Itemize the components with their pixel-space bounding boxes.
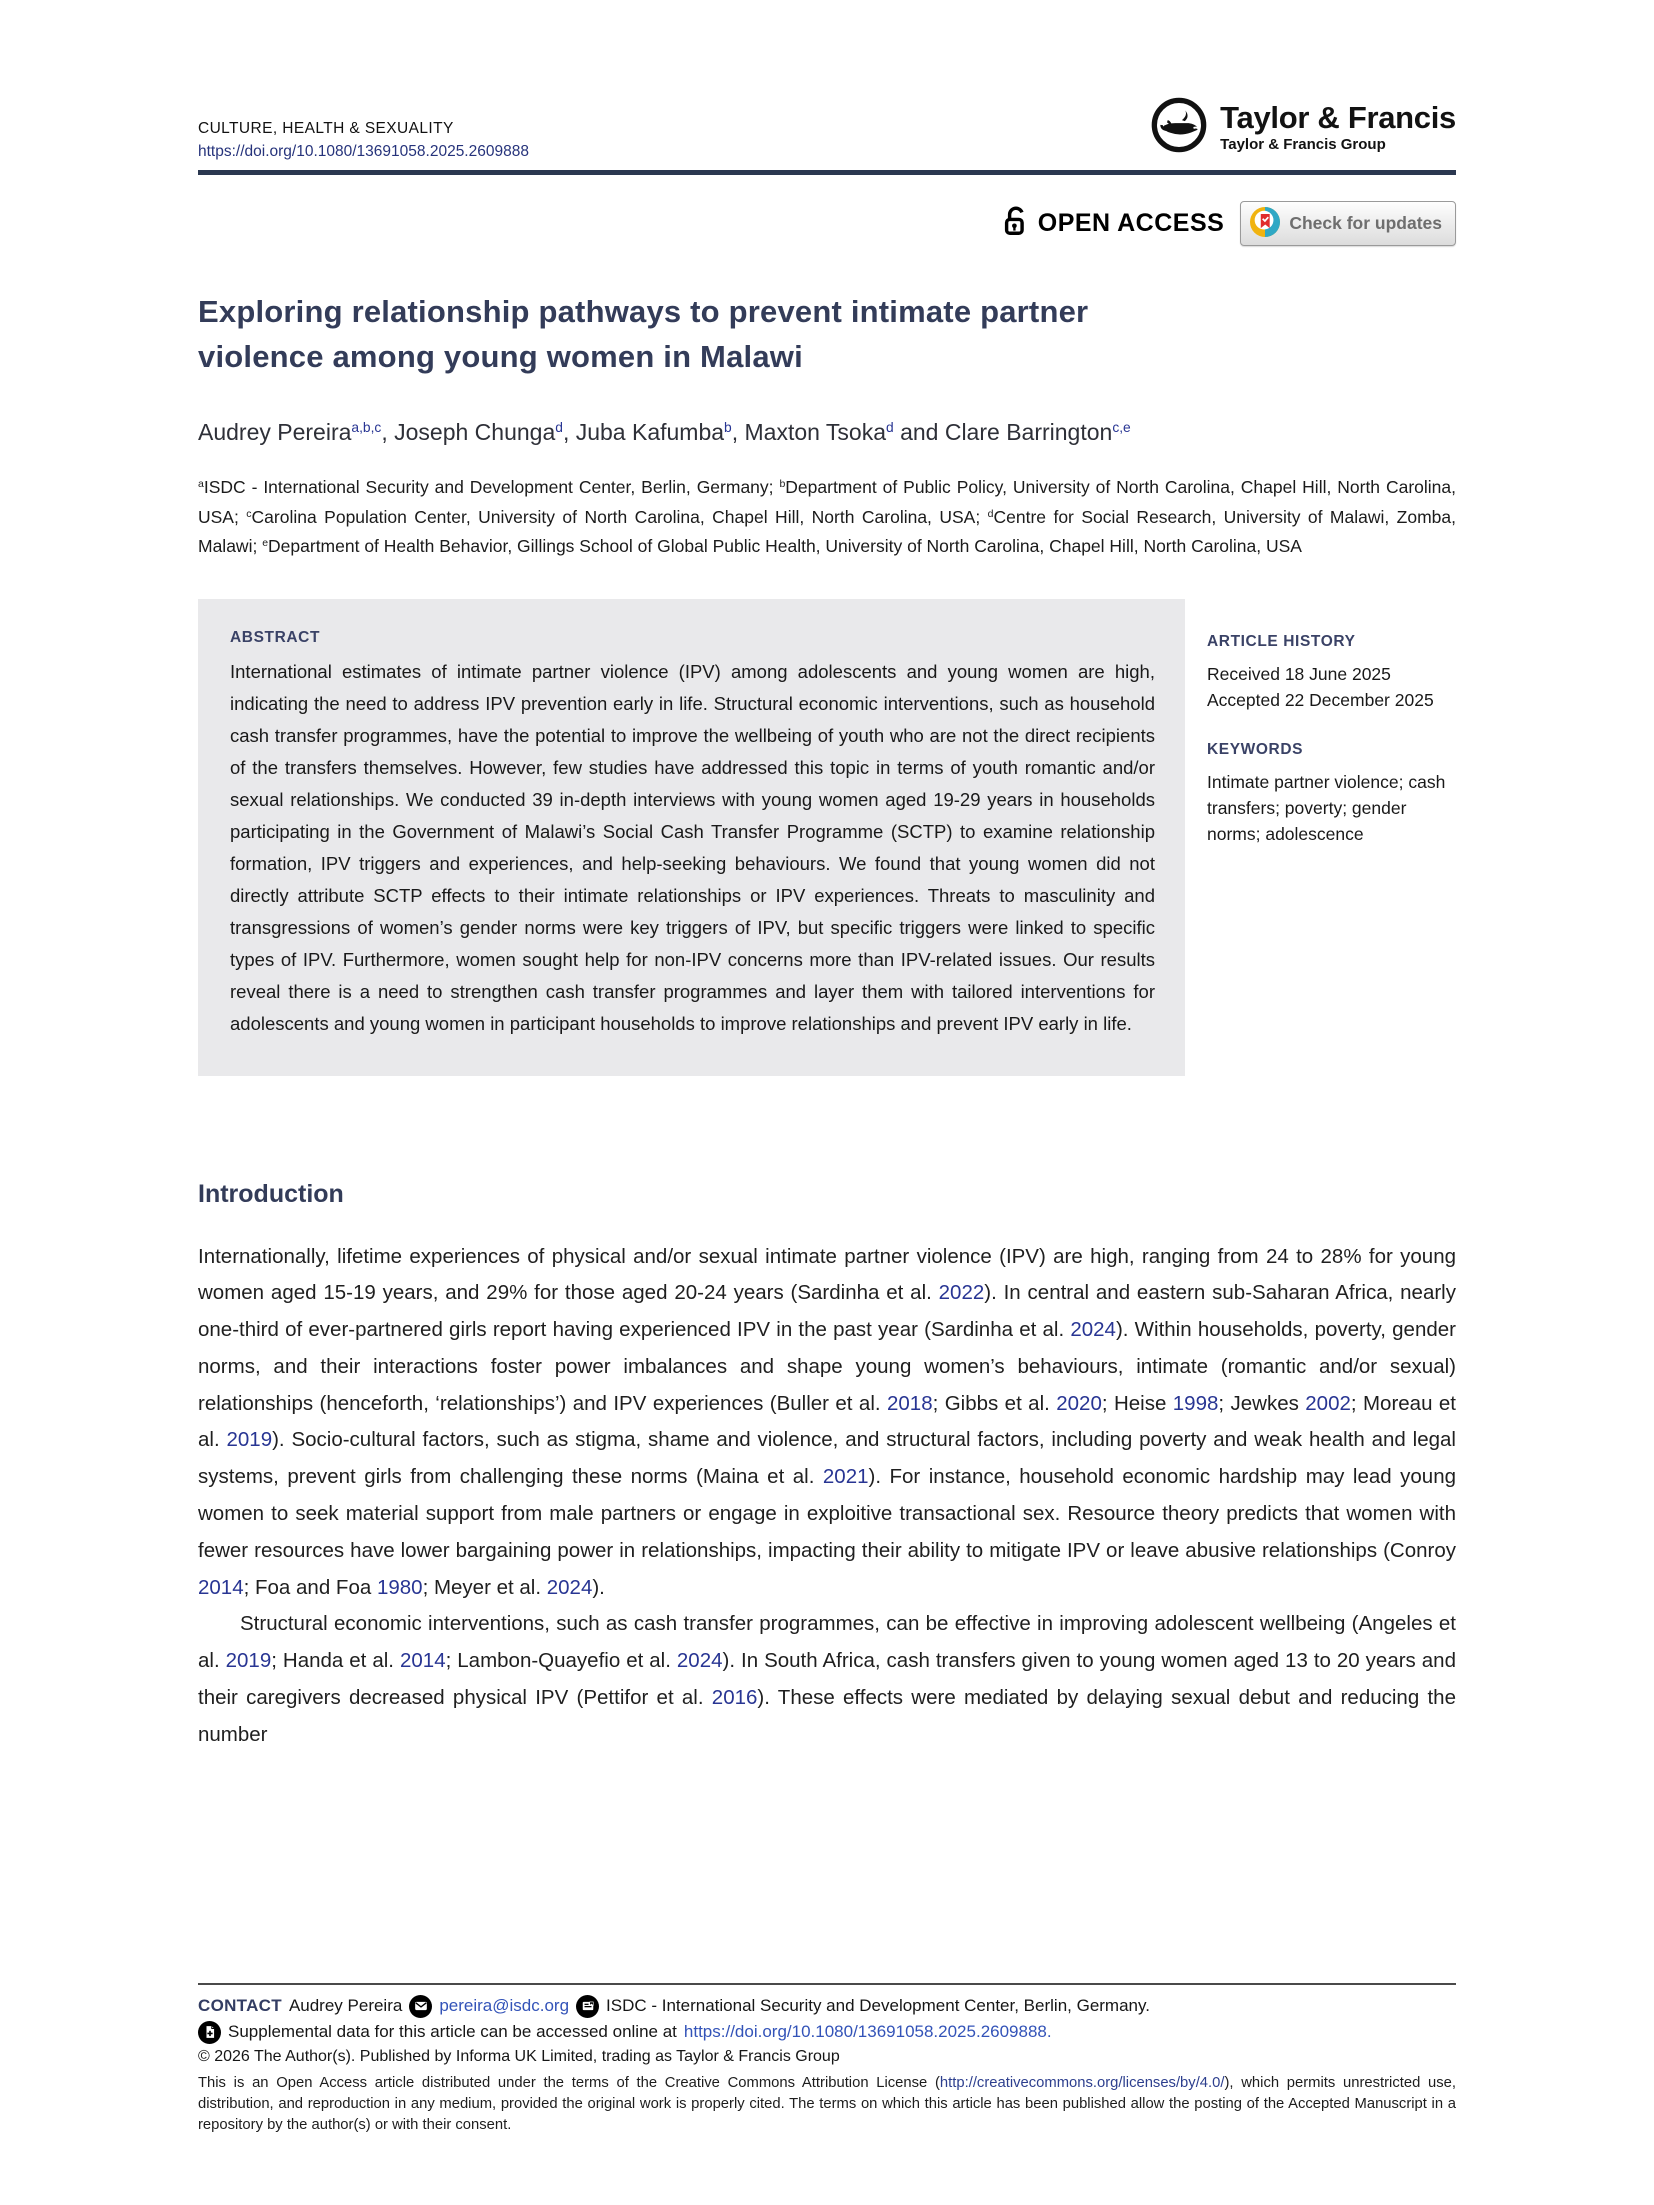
taylor-francis-lamp-icon [1150,96,1208,159]
citation-link[interactable]: 2014 [198,1575,244,1599]
affiliation-superscript: e [262,537,269,550]
contact-address: ISDC - International Security and Development Center, Berlin, Germany. [606,1996,1150,2015]
citation-link[interactable]: 2024 [1070,1318,1116,1342]
citation-link[interactable]: 2022 [938,1281,985,1305]
intro-paragraph-2 [198,1606,1456,1753]
header-rule [198,170,1456,175]
open-lock-icon [1003,205,1029,242]
affiliation: Carolina Population Center, University of North Carolina, Chapel Hill, North Carolina, USA; [251,506,988,527]
affiliation: Department of Health Behavior, Gillings School of Global Public Health, University of North Carolina, Chapel Hill, North Carolina, USA [268,536,1302,556]
text-run: ; Meyer et al. [422,1575,547,1599]
license-paragraph [198,2073,1456,2135]
received-date: Received 18 June 2025 [1207,663,1391,684]
supplemental-text: Supplemental data for this article can be accessed online at [228,2022,677,2041]
supplemental-line [198,2020,1456,2044]
introduction-heading: Introduction [198,1179,344,1208]
author-name: , Joseph Chunga [381,419,556,445]
affiliation: Department of Public Policy, University of North Carolina, Chapel Hill, North Carolina, USA; [198,477,1456,527]
author-name: , Maxton Tsoka [731,419,886,445]
keywords-label: KEYWORDS [1207,740,1304,758]
text-run: ). For instance, household economic hardship may lead young women to seek material support from male partners or engage in exploitive transactional sex. Resource theory predicts that women with fewer resources have lower bargaining power in relationships, impacting their ability to mitigate IPV or leave abusive relationships (Conroy [198,1465,1456,1562]
text-run: ; Gibbs et al. [932,1391,1057,1415]
affiliation-superscript: a [198,478,204,491]
author-affiliation-superscript[interactable]: b [724,420,732,436]
affiliation-superscript: c [246,507,252,520]
article-history-label: ARTICLE HISTORY [1207,632,1356,650]
text-run: Internationally, lifetime experiences of physical and/or sexual intimate partner violence (IPV) are high, ranging from 24 to 28% for young women aged 15-19 years, and 29% for those aged 20-24 years (Sardinha et al. [198,1244,1456,1305]
crossmark-icon [1250,207,1280,240]
text-run: Structural economic interventions, such as cash transfer programmes, can be effective in improving adolescent wellbeing (Angeles et al. [198,1612,1456,1673]
text-run: ; Lambon-Quayefio et al. [445,1649,677,1673]
citation-link[interactable]: 2024 [676,1649,723,1673]
check-for-updates-label: Check for updates [1289,212,1442,233]
contact-label: CONTACT [198,1996,282,2015]
author-affiliation-superscript[interactable]: d [555,420,563,436]
article-meta-column [1207,599,1456,1076]
publisher-group: Taylor & Francis Group [1220,136,1386,153]
author-line [198,419,1456,446]
supplemental-data-icon [198,2021,221,2044]
text-run: ; Heise [1101,1391,1173,1415]
email-icon [409,1995,432,2018]
text-run: ), which permits unrestricted use, distribution, and reproduction in any medium, provided the original work is properly cited. The terms on which this article has been published allow the posting of the Accepted Manuscript in a repository by the author(s) or with their consent. [198,2075,1456,2133]
license-link[interactable]: http://creativecommons.org/licenses/by/4.0/ [939,2075,1225,2091]
citation-link[interactable]: 1998 [1172,1391,1219,1415]
check-for-updates-button[interactable] [1240,201,1456,246]
keywords-text: Intimate partner violence; cash transfers; poverty; gender norms; adolescence [1207,771,1446,844]
address-icon [576,1995,599,2018]
citation-link[interactable]: 2019 [225,1649,272,1673]
text-run: ). These effects were mediated by delaying sexual debut and reducing the number [198,1686,1456,1746]
author-name: Audrey Pereira [198,419,352,445]
masthead [198,96,1456,161]
accepted-date: Accepted 22 December 2025 [1207,689,1434,710]
journal-header [198,120,529,161]
author-affiliation-superscript[interactable]: a,b,c [351,420,382,436]
abstract-text: International estimates of intimate partner violence (IPV) among adolescents and young women are high, indicating the need to address IPV prevention early in life. Structural economic interventions, such as household cash transfer programmes, have the potential to improve the wellbeing of youth who are not the direct recipients of the transfers themselves. However, few studies have addressed this topic in terms of youth romantic and/or sexual relationships. We conducted 39 in-depth interviews with young women aged 19-29 years in households participating in the Government of Malawi’s Social Cash Transfer Programme (SCTP) to examine relationship formation, IPV triggers and experiences, and help-seeking behaviours. We found that young women did not directly attribute SCTP effects to their intimate relationships or IPV experiences. Threats to masculinity and transgressions of women’s gender norms were key triggers of IPV, but specific triggers were linked to specific types of IPV. Furthermore, women sought help for non-IPV concerns more than IPV-related issues. Our results reveal there is a need to strengthen cash transfer programmes and layer them with tailored interventions for adolescents and young women in participant households to improve relationships and prevent IPV early in life. [230,660,1155,1034]
citation-link[interactable]: 2021 [822,1465,869,1489]
author-name: and Clare Barrington [893,419,1113,445]
text-run: ). [592,1575,605,1599]
publisher-name: Taylor & Francis [1220,100,1456,135]
contact-name: Audrey Pereira [288,1996,403,2015]
intro-paragraph-1 [198,1239,1456,1607]
citation-link[interactable]: 2024 [546,1575,593,1599]
affiliation-superscript: d [987,507,994,520]
open-access-label: OPEN ACCESS [1037,208,1225,237]
affiliation: ISDC - International Security and Development Center, Berlin, Germany; [203,477,780,497]
citation-link[interactable]: 2016 [711,1686,758,1710]
affiliations [198,474,1456,563]
text-run: ). In South Africa, cash transfers given to young women aged 13 to 20 years and their caregivers decreased physical IPV (Pettifor et al. [198,1649,1456,1710]
access-row [198,201,1456,245]
article-title: Exploring relationship pathways to prevent intimate partner violence among young women in Malawi [198,294,1089,374]
copyright-line: © 2026 The Author(s). Published by Informa UK Limited, trading as Taylor & Francis Group [198,2048,840,2065]
citation-link[interactable]: 2002 [1305,1391,1351,1415]
citation-link[interactable]: 2018 [886,1391,933,1415]
publisher-wordmark [1220,102,1456,153]
author-affiliation-superscript[interactable]: d [886,420,894,436]
citation-link[interactable]: 2019 [226,1428,273,1452]
text-run: ). In central and eastern sub-Saharan Africa, nearly one-third of ever-partnered girls report having experienced IPV in the past year (Sardinha et al. [198,1281,1456,1342]
footnote-rule [198,1983,1456,1985]
text-run: ; Moreau et al. [198,1391,1456,1452]
affiliation: Centre for Social Research, University of Malawi, Zomba, Malawi; [198,506,1457,556]
citation-link[interactable]: 2020 [1056,1391,1102,1415]
text-run: ; Jewkes [1218,1391,1306,1415]
abstract-section [198,599,1456,1076]
citation-link[interactable]: 2014 [399,1649,446,1673]
article-footnote-block [198,1983,1456,2135]
contact-line [198,1994,1456,2018]
open-access-badge [1003,205,1225,242]
citation-link[interactable]: 1980 [376,1575,423,1599]
header-doi-link[interactable]: https://doi.org/10.1080/13691058.2025.2609888 [198,143,529,160]
text-run: This is an Open Access article distributed under the terms of the Creative Commons Attribution License ( [198,2075,940,2091]
affiliation-superscript: b [779,478,786,491]
text-run: ). Within households, poverty, gender norms, and their interactions foster power imbalances and shape young women’s behaviours, intimate (romantic and/or sexual) relationships (henceforth, ‘relationships’) and IPV experiences (Buller et al. [198,1318,1456,1415]
abstract-label: ABSTRACT [230,628,321,646]
contact-email-link[interactable]: pereira@isdc.org [439,1996,570,2015]
text-run: ; Handa et al. [271,1649,400,1673]
abstract-box [198,599,1185,1076]
supplemental-doi-link[interactable]: https://doi.org/10.1080/13691058.2025.2609888. [683,2022,1052,2041]
text-run: ). Socio-cultural factors, such as stigma, shame and violence, and structural factors, including poverty and weak health and legal systems, prevent girls from challenging these norms (Maina et al. [198,1428,1456,1489]
author-affiliation-superscript[interactable]: c,e [1112,420,1131,436]
publisher-logo [1150,96,1456,159]
text-run: ; Foa and Foa [243,1575,377,1599]
journal-name: CULTURE, HEALTH & SEXUALITY [198,120,454,137]
author-name: , Juba Kafumba [562,419,725,445]
